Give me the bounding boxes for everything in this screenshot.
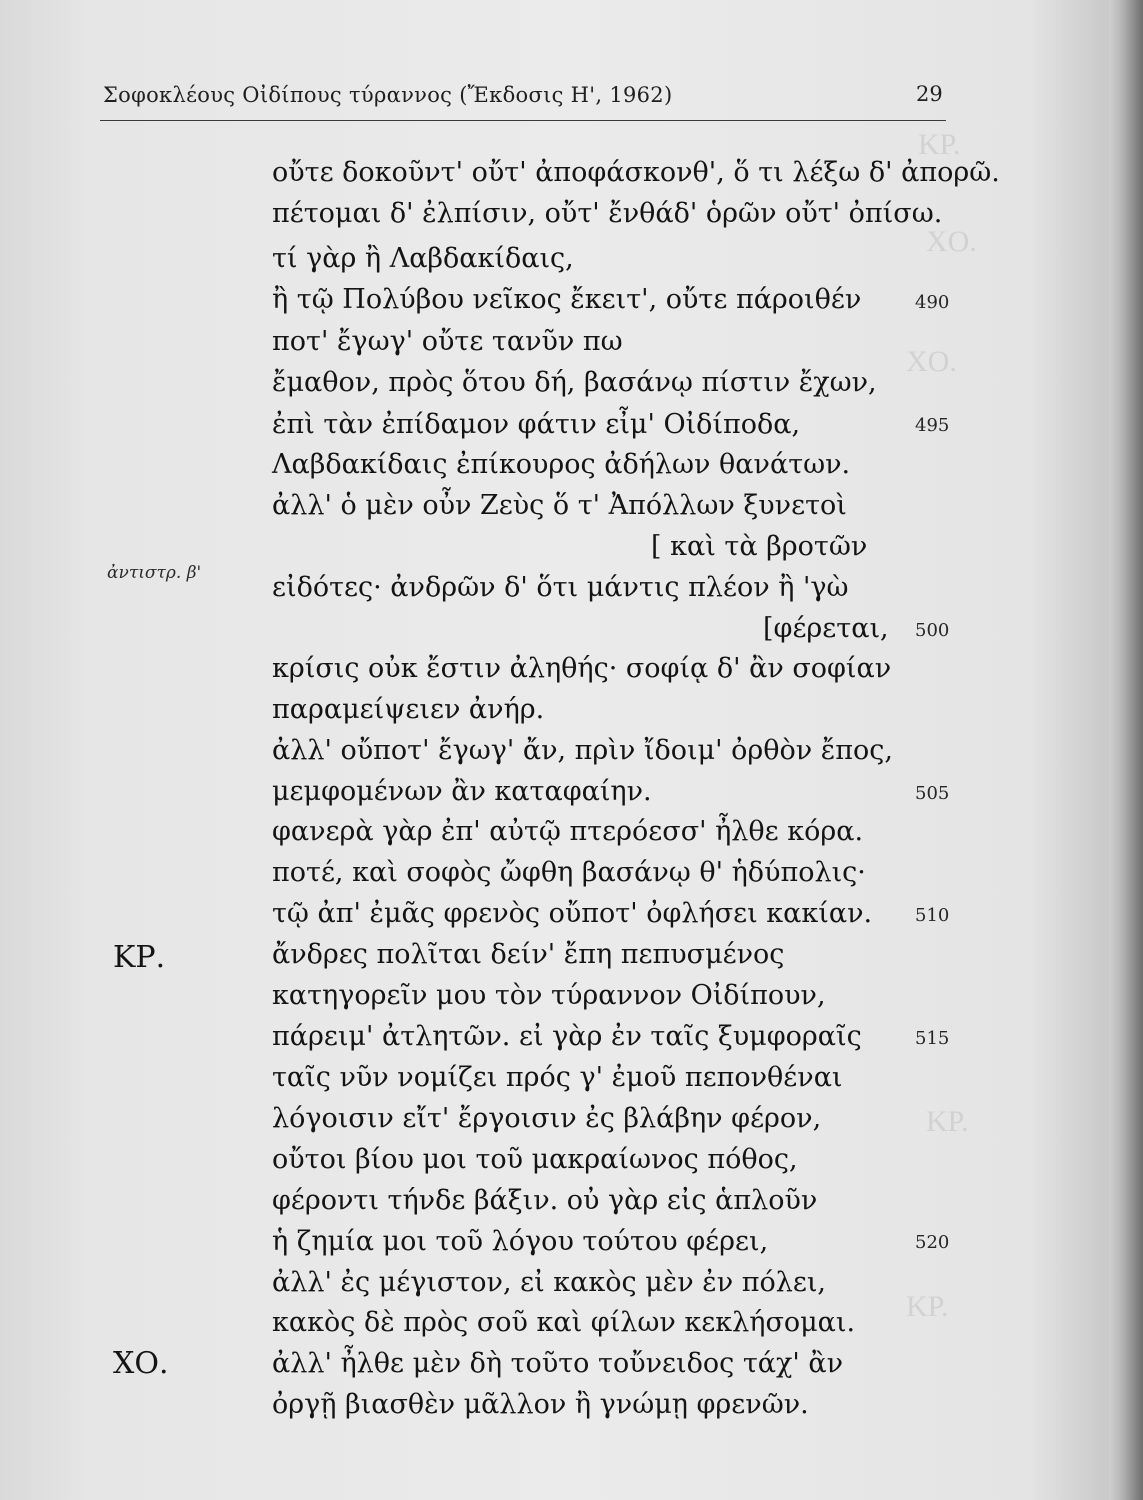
verse-line: Λαβδακίδαις ἐπίκουρος ἀδήλων θανάτων. [272,449,851,480]
verse-line: λόγοισιν εἴτ' ἔργοισιν ἐς βλάβην φέρον, [272,1103,822,1134]
verse-line: ταῖς νῦν νομίζει πρός γ' ἐμοῦ πεπονθέναι [272,1062,843,1093]
verse-line: κακὸς δὲ πρὸς σοῦ καὶ φίλων κεκλήσομαι. [272,1307,856,1338]
line-number: 490 [915,292,950,313]
bleed-through-mark: ΧΟ. [926,225,977,258]
verse-line: τῷ ἀπ' ἐμᾶς φρενὸς οὔποτ' ὀφλήσει κακίαν. [272,898,873,929]
verse-line: οὔτε δοκοῦντ' οὔτ' ἀποφάσκονθ', ὅ τι λέξω δ' ἀπορῶ. [272,157,1000,188]
speaker-kreon: ΚΡ. [113,940,166,975]
verse-line: ποτέ, καὶ σοφὸς ὤφθη βασάνῳ θ' ἡδύπολις· [272,857,866,888]
verse-line: φέροντι τήνδε βάξιν. οὐ γὰρ εἰς ἁπλοῦν [272,1185,818,1216]
running-title: Σοφοκλέους Οἰδίπους τύραννος (Ἔκδοσις Η', 1962) [103,83,673,107]
line-number: 505 [915,783,950,804]
verse-line: φανερὰ γὰρ ἐπ' αὐτῷ πτερόεσσ' ἦλθε κόρα. [272,816,864,847]
bleed-through-mark: ΚΡ. [906,1290,949,1323]
verse-line: ἄνδρες πολῖται δείν' ἔπη πεπυσμένος [272,939,785,970]
line-number: 495 [915,415,950,436]
verse-line-continuation: [ καὶ τὰ βροτῶν [651,531,868,562]
verse-line: ἀλλ' ἐς μέγιστον, εἰ κακὸς μὲν ἐν πόλει, [272,1267,827,1298]
verse-line: ποτ' ἔγωγ' οὔτε τανῦν πω [272,326,623,357]
verse-line: ἐπὶ τὰν ἐπίδαμον φάτιν εἶμ' Οἰδίποδα, [272,409,801,440]
speaker-chorus: ΧΟ. [113,1346,169,1381]
verse-line: οὔτοι βίου μοι τοῦ μακραίωνος πόθος, [272,1144,798,1175]
line-number: 500 [915,620,950,641]
line-number: 510 [915,905,950,926]
bleed-through-mark: ΚΡ. [918,128,961,161]
verse-line: εἰδότες· ἀνδρῶν δ' ὅτι μάντις πλέον ἢ 'γὼ [272,572,849,603]
bleed-through-mark: ΚΡ. [926,1105,969,1138]
verse-line: κρίσις οὐκ ἔστιν ἀληθής· σοφίᾳ δ' ἂν σοφίαν [272,653,892,684]
verse-line: κατηγορεῖν μου τὸν τύραννον Οἰδίπουν, [272,980,826,1011]
page-number: 29 [916,82,943,106]
verse-line: πάρειμ' ἀτλητῶν. εἰ γὰρ ἐν ταῖς ξυμφοραῖς [272,1021,862,1052]
verse-line: ἀλλ' ὁ μὲν οὖν Ζεὺς ὅ τ' Ἀπόλλων ξυνετοὶ [272,490,847,521]
verse-line: ἡ ζημία μοι τοῦ λόγου τούτου φέρει, [272,1226,769,1257]
verse-line: μεμφομένων ἂν καταφαίην. [272,776,652,807]
line-number: 515 [915,1028,950,1049]
line-number: 520 [915,1232,950,1253]
page-edge-shadow [1109,0,1143,1500]
verse-line: ἀλλ' οὔποτ' ἔγωγ' ἄν, πρὶν ἴδοιμ' ὀρθὸν ἔπος, [272,735,893,766]
verse-line: παραμείψειεν ἀνήρ. [272,694,545,725]
verse-line: ἀλλ' ἦλθε μὲν δὴ τοῦτο τοὔνειδος τάχ' ἂν [272,1348,843,1379]
header-rule [100,120,946,121]
verse-line: ὀργῇ βιασθὲν μᾶλλον ἢ γνώμῃ φρενῶν. [272,1389,809,1420]
verse-line: τί γὰρ ἢ Λαβδακίδαις, [272,243,574,274]
verse-line: ἢ τῷ Πολύβου νεῖκος ἔκειτ', οὔτε πάροιθέν [272,284,862,315]
verse-line-continuation: [φέρεται, [763,613,889,644]
verse-line: πέτομαι δ' ἐλπίσιν, οὔτ' ἔνθάδ' ὁρῶν οὔτ' ὀπίσω. [272,198,943,229]
verse-line: ἔμαθον, πρὸς ὅτου δή, βασάνῳ πίστιν ἔχων, [272,367,877,398]
bleed-through-mark: ΧΟ. [906,345,957,378]
antistrophe-note: ἀντιστρ. β' [107,563,202,583]
